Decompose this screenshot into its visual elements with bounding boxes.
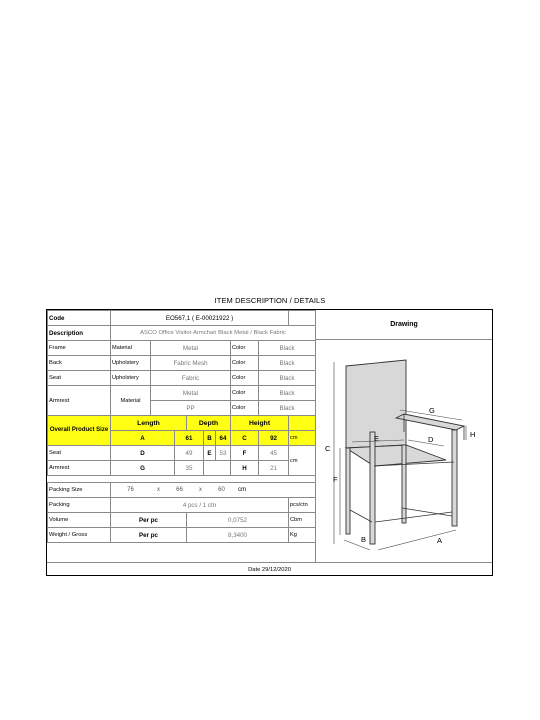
dim-h-letter: H bbox=[231, 461, 259, 476]
armrest-material-row-1 bbox=[48, 386, 316, 401]
dim-d-value: 49 bbox=[175, 446, 204, 461]
armrest-color-value-2: Black bbox=[259, 401, 316, 416]
dim-f-value: 45 bbox=[259, 446, 289, 461]
packing-label: Packing bbox=[48, 498, 111, 513]
seat-label: Seat bbox=[48, 371, 111, 386]
dim-g-letter: G bbox=[111, 461, 175, 476]
letter-c: C bbox=[325, 444, 331, 453]
chair-drawing bbox=[315, 340, 492, 562]
dim-b-value: 64 bbox=[216, 431, 231, 446]
packing-value: 4 pcs / 1 ctn bbox=[111, 498, 289, 513]
letter-a: A bbox=[437, 536, 443, 545]
seat-material-value: Fabric bbox=[151, 371, 231, 386]
spec-table bbox=[47, 310, 316, 543]
description-value: ASCO Office Visitor Armchair Black Metal / Black Fabric bbox=[111, 326, 316, 341]
back-material-value: Fabric Mesh bbox=[151, 356, 231, 371]
back-color-label: Color bbox=[231, 356, 259, 371]
letter-d: D bbox=[428, 435, 434, 444]
letter-e: E bbox=[374, 434, 380, 443]
dim-e-letter: E bbox=[204, 446, 216, 461]
back-row bbox=[48, 356, 316, 371]
armrest-material-value-1: Metal bbox=[151, 386, 231, 401]
volume-per: Per pc bbox=[111, 513, 187, 528]
dim-e-value: 53 bbox=[216, 446, 231, 461]
packing-size-label: Packing Size bbox=[48, 483, 111, 498]
seat-dims-row bbox=[48, 446, 316, 461]
description-row bbox=[48, 326, 316, 341]
frame-material-value: Metal bbox=[151, 341, 231, 356]
volume-row bbox=[48, 513, 316, 528]
packing-height: 60 bbox=[218, 487, 225, 493]
dim-h-value: 21 bbox=[259, 461, 289, 476]
dim-g-value: 35 bbox=[175, 461, 204, 476]
packing-width: 66 bbox=[176, 487, 183, 493]
dims-unit: cm bbox=[289, 446, 316, 476]
code-value: EO567,1 ( E-00021922 ) bbox=[111, 311, 289, 326]
dim-c-letter: C bbox=[231, 431, 259, 446]
packing-size-row bbox=[48, 483, 316, 498]
dim-b-letter: B bbox=[204, 431, 216, 446]
weight-value: 8,3400 bbox=[187, 528, 289, 543]
overall-size-label: Overall Product Size bbox=[48, 416, 111, 446]
back-label: Back bbox=[48, 356, 111, 371]
armrest-label: Armrest bbox=[48, 386, 111, 416]
chair-outline bbox=[346, 360, 464, 544]
dim-f-letter: F bbox=[231, 446, 259, 461]
armrest-dims-row bbox=[48, 461, 316, 476]
dim-d-letter: D bbox=[111, 446, 175, 461]
overall-unit: cm bbox=[289, 431, 316, 446]
description-label: Description bbox=[48, 326, 111, 341]
frame-material-label: Material bbox=[111, 341, 151, 356]
weight-row bbox=[48, 528, 316, 543]
packing-x1: x bbox=[157, 487, 160, 493]
weight-per: Per pc bbox=[111, 528, 187, 543]
length-label: Length bbox=[111, 416, 187, 431]
back-color-value: Black bbox=[259, 356, 316, 371]
dim-c-value: 92 bbox=[259, 431, 289, 446]
armrest-color-label-2: Color bbox=[231, 401, 259, 416]
volume-value: 0,0752 bbox=[187, 513, 289, 528]
armrest-color-value-1: Black bbox=[259, 386, 316, 401]
seat-material-label: Upholstery bbox=[111, 371, 151, 386]
seat-material-row bbox=[48, 371, 316, 386]
spec-sheet bbox=[46, 309, 493, 576]
sheet-title: ITEM DESCRIPTION / DETAILS bbox=[214, 296, 326, 305]
letter-h: H bbox=[470, 430, 476, 439]
packing-length: 76 bbox=[127, 487, 134, 493]
frame-row bbox=[48, 341, 316, 356]
seat-color-value: Black bbox=[259, 371, 316, 386]
armrest-color-label-1: Color bbox=[231, 386, 259, 401]
height-label: Height bbox=[231, 416, 289, 431]
letter-g: G bbox=[429, 406, 435, 415]
drawing-label: Drawing bbox=[315, 310, 492, 340]
packing-row bbox=[48, 498, 316, 513]
back-material-label: Upholstery bbox=[111, 356, 151, 371]
depth-label: Depth bbox=[187, 416, 231, 431]
frame-color-label: Color bbox=[231, 341, 259, 356]
date-footer: Date 29/12/2020 bbox=[47, 562, 492, 577]
volume-unit: Cbm bbox=[289, 513, 316, 528]
seat-dims-label: Seat bbox=[48, 446, 111, 461]
overall-header-row bbox=[48, 416, 316, 431]
armrest-dims-label: Armrest bbox=[48, 461, 111, 476]
packing-size-unit: cm bbox=[238, 487, 246, 493]
weight-unit: Kg bbox=[289, 528, 316, 543]
code-row bbox=[48, 311, 316, 326]
packing-x2: x bbox=[199, 487, 202, 493]
dim-a-value: 61 bbox=[175, 431, 204, 446]
chair-drawing-svg bbox=[316, 340, 492, 562]
frame-color-value: Black bbox=[259, 341, 316, 356]
packing-size-values bbox=[111, 487, 315, 493]
packing-unit: pcs/ctn bbox=[289, 498, 316, 513]
letter-b: B bbox=[361, 535, 367, 544]
volume-label: Volume bbox=[48, 513, 111, 528]
frame-label: Frame bbox=[48, 341, 111, 356]
code-label: Code bbox=[48, 311, 111, 326]
spacer-row bbox=[48, 476, 316, 483]
dim-a-letter: A bbox=[111, 431, 175, 446]
seat-color-label: Color bbox=[231, 371, 259, 386]
armrest-material-value-2: PP bbox=[151, 401, 231, 416]
letter-f: F bbox=[333, 475, 338, 484]
armrest-material-label: Material bbox=[111, 386, 151, 416]
weight-label: Weight / Gross bbox=[48, 528, 111, 543]
